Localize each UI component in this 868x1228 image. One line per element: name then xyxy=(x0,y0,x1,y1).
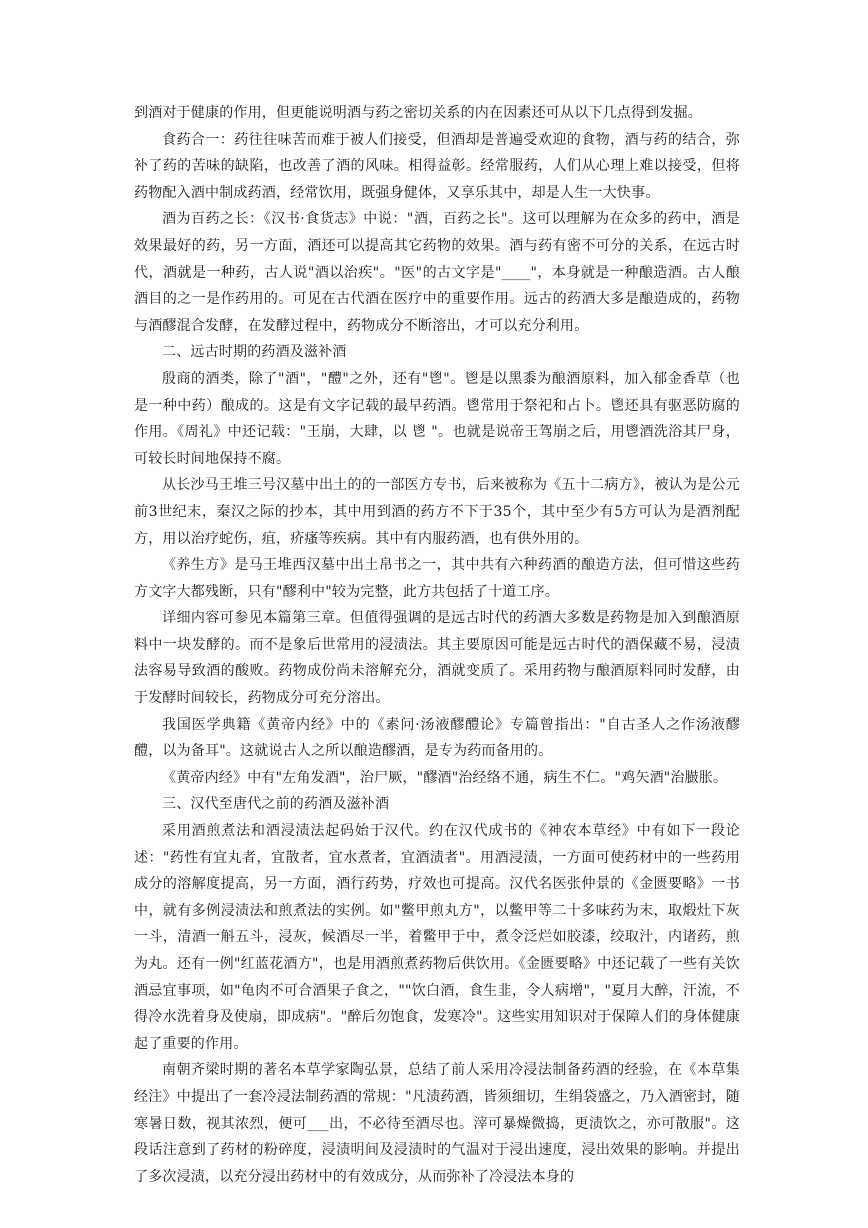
paragraph: 我国医学典籍《黄帝内经》中的《素问·汤液醪醴论》专篇曾指出："自古圣人之作汤液醪醴，以为备耳"。这就说古人之所以酿造醪酒，是专为药而备用的。 xyxy=(134,716,740,760)
section-heading: 二、远古时期的药酒及滋补酒 xyxy=(162,344,347,361)
document-body xyxy=(134,100,740,1190)
paragraph: 殷商的酒类，除了"酒"，"醴"之外，还有"鬯"。鬯是以黑黍为酿酒原料，加入郁金香草（也是一种中药）酿成的。这是有文字记载的最早药酒。鬯常用于祭祀和占卜。鬯还具有驱恶防腐的作用。《周礼》中还记载："王崩，大肆，以 鬯 "。也就是说帝王驾崩之后，用鬯酒洗浴其尸身，可较长时间地保持不腐。 xyxy=(134,370,740,467)
paragraph: 从长沙马王堆三号汉墓中出土的的一部医方专书，后来被称为《五十二病方》，被认为是公元前3世纪末，秦汉之际的抄本，其中用到酒的药方不下于35个，其中至少有5方可认为是酒剂配方，用以治疗蛇伤，疽，疥瘙等疾病。其中有内服药酒，也有供外用的。 xyxy=(134,477,740,547)
paragraph: 采用酒煎煮法和酒浸渍法起码始于汉代。约在汉代成书的《神农本草经》中有如下一段论述："药性有宜丸者，宜散者，宜水煮者，宜酒渍者"。用酒浸渍，一方面可使药材中的一些药用成分的溶解度提高，另一方面，酒行药势，疗效也可提高。汉代名医张仲景的《金匮要略》一书中，就有多例浸渍法和煎煮法的实例。如"鳖甲煎丸方"，以鳖甲等二十多味药为末，取煅灶下灰一斗，清酒一斛五斗，浸灰，候酒尽一半，着鳖甲于中，煮令泛烂如胶漆，绞取汁，内诸药，煎为丸。还有一例"红蓝花酒方"，也是用酒煎煮药物后供饮用。《金匮要略》中还记载了一些有关饮酒忌宜事项，如"龟肉不可合酒果子食之，""饮白酒，食生韭，令人病增"，"夏月大醉，汗流，不得冷水洗着身及使扇，即成病"。"醉后勿饱食，发寒冷"。这些实用知识对于保障人们的身体健康起了重要的作用。 xyxy=(134,823,740,1052)
paragraph: 食药合一：药往往味苦而难于被人们接受，但酒却是普遍受欢迎的食物，酒与药的结合，弥补了药的苦味的缺陷，也改善了酒的风味。相得益彰。经常服药，人们从心理上难以接受，但将药物配入酒中制成药酒，经常饮用，既强身健体，又享乐其中，却是人生一大快事。 xyxy=(134,131,740,201)
paragraph: 《养生方》是马王堆西汉墓中出土帛书之一，其中共有六种药酒的酿造方法，但可惜这些药方文字大都残断，只有"醪利中"较为完整，此方共包括了十道工序。 xyxy=(134,557,740,600)
section-heading: 三、汉代至唐代之前的药酒及滋补酒 xyxy=(162,796,390,813)
paragraph: 酒为百药之长：《汉书·食货志》中说："酒，百药之长"。这可以理解为在众多的药中，酒是效果最好的药，另一方面，酒还可以提高其它药物的效果。酒与药有密不可分的关系，在远古时代，酒就是一种药，古人说"酒以治疾"。"医"的古文字是"____"，本身就是一种酿造酒。古人酿酒目的之一是作药用的。可见在古代酒在医疗中的重要作用。远古的药酒大多是酿造成的，药物与酒醪混合发酵，在发酵过程中，药物成分不断溶出，才可以充分利用。 xyxy=(134,211,740,334)
paragraph: 《黄帝内经》中有"左角发酒"，治尸厥，"醪酒"治经络不通，病生不仁。"鸡矢酒"治臌胀。 xyxy=(162,769,728,786)
paragraph: 详细内容可参见本篇第三章。但值得强调的是远古时代的药酒大多数是药物是加入到酿酒原料中一块发酵的。而不是象后世常用的浸渍法。其主要原因可能是远古时代的酒保藏不易，浸渍法容易导致酒的酸败。药物成份尚未溶解充分，酒就变质了。采用药物与酿酒原料同时发酵，由于发酵时间较长，药物成分可充分溶出。 xyxy=(134,610,740,707)
paragraph: 到酒对于健康的作用，但更能说明酒与药之密切关系的内在因素还可从以下几点得到发掘。 xyxy=(134,105,702,121)
paragraph: 南朝齐梁时期的著名本草学家陶弘景，总结了前人采用冷浸法制备药酒的经验，在《本草集经注》中提出了一套冷浸法制药酒的常规："凡渍药酒，皆须细切，生绢袋盛之，乃入酒密封，随寒暑日数，视其浓烈，便可___出，不必待至酒尽也。滓可暴燥微捣，更渍饮之，亦可散服"。这段话注意到了药材的粉碎度，浸渍明间及浸渍时的气温对于浸出速度，浸出效果的影响。并提出了多次浸渍，以充分浸出药材中的有效成分，从而弥补了冷浸法本身的 xyxy=(134,1062,740,1185)
